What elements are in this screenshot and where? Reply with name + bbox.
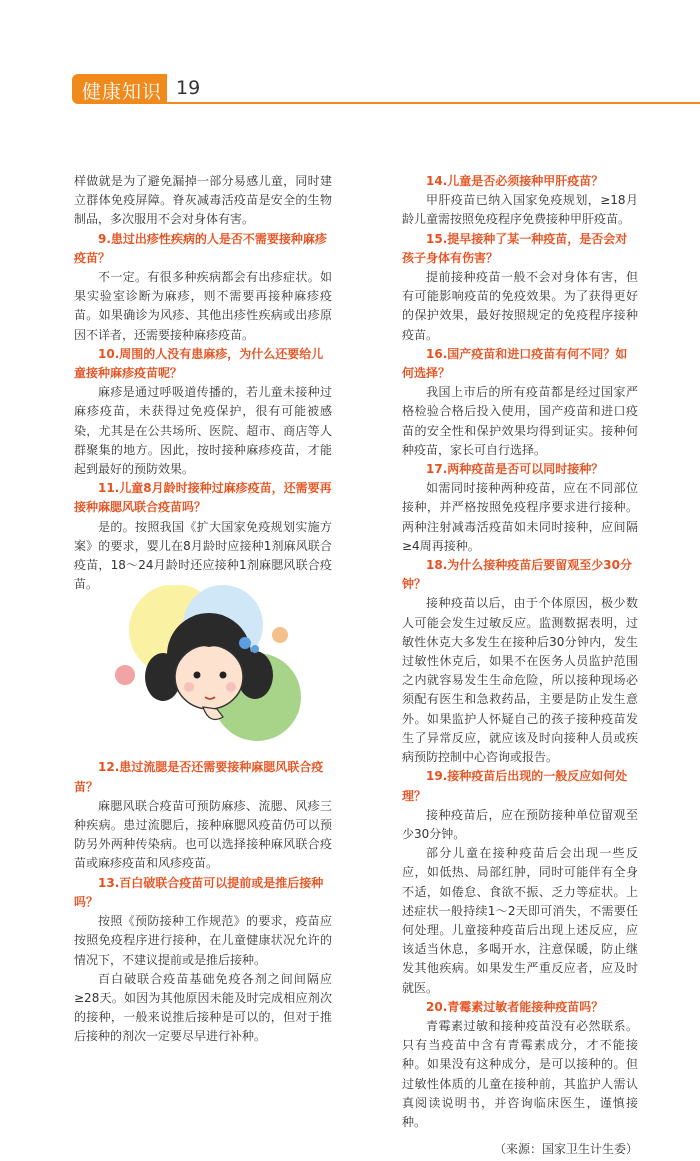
question-18-title: 18.为什么接种疫苗后要留观至少30分钟？ — [402, 558, 632, 592]
answer-17: 如需同时接种两种疫苗，应在不同部位接种，并严格按照免疫程序要求进行接种。两种注射减毒活疫苗如未同时接种，应间隔≥4周再接种。 — [402, 481, 638, 553]
source-note: （来源：国家卫生计生委） — [493, 1142, 638, 1157]
question-19-title: 19.接种疫苗后出现的一般反应如何处理？ — [402, 769, 628, 803]
question-12-title: 12.患过流腮是否还需要接种麻腮风联合疫苗？ — [74, 760, 324, 794]
header-rule — [167, 102, 700, 104]
section-tab — [72, 74, 167, 104]
question-14-title: 14.儿童是否必须接种甲肝疫苗？ — [426, 174, 604, 188]
question-15-title: 15.提早接种了某一种疫苗，是否会对孩子身体有伤害？ — [402, 231, 628, 265]
answer-13-part-2: 百白破联合疫苗基础免疫各剂之间间隔应≥28天。如因为其他原因未能及时完成相应剂次的接种，一般来说推后接种是可以的，但对于推后接种的剂次一定要尽早进行补种。 — [74, 971, 332, 1044]
question-13-title: 13.百白破联合疫苗可以提前或是推后接种吗？ — [74, 875, 324, 909]
answer-11: 是的。按照我国《扩大国家免疫规划实施方案》的要求，婴儿在8月龄时应接种1剂麻风联合疫苗，18～24月龄时还应接种1剂麻腮风联合疫苗。 — [74, 519, 332, 592]
answer-13-part-1: 按照《预防接种工作规范》的要求，疫苗应按照免疫程序进行接种，在儿童健康状况允许的情况下，不建议提前或是推后接种。 — [74, 914, 332, 967]
question-16-title: 16.国产疫苗和进口疫苗有何不同？如何选择？ — [402, 346, 628, 381]
answer-9: 不一定。有很多种疾病都会有出疹症状。如果实验室诊断为麻疹，则不需要再接种麻疹疫苗。如果确诊为风疹、其他出疹性疾病或出疹原因不详者，还需要接种麻疹疫苗。 — [74, 270, 332, 342]
orange-circle — [272, 627, 288, 643]
answer-16: 我国上市后的所有疫苗都是经过国家严格检验合格后投入使用，国产疫苗和进口疫苗的安全性和保护效果均得到证实。接种何种疫苗，家长可自行选择。 — [402, 385, 638, 457]
girl-illustration — [105, 585, 325, 745]
answer-19-part-2: 部分儿童在接种疫苗后会出现一些反应，如低热、局部红肿，同时可能伴有全身不适，如倦怠、食欲不振、乏力等症状。上述症状一般持续1～2天即可消失，不需要任何处理。儿童接种疫苗后出现上述反应，应该适当休息，多喝开水，注意保暖，防止继发其他疾病。如果发生严重反应者，应及时就医。 — [402, 846, 638, 995]
answer-12: 麻腮风联合疫苗可预防麻疹、流腮、风疹三种疾病。患过流腮后，接种麻腮风疫苗仍可以预防另外两种传染病。也可以选择接种麻风联合疫苗或麻疹疫苗和风疹疫苗。 — [74, 798, 332, 871]
answer-18: 接种疫苗以后，由于个体原因，极少数人可能会发生过敏反应。监测数据表明，过敏性休克大多发生在接种后30分钟内，发生过敏性休克后，如果不在医务人员监护范围之内就容易发生生命危险，所以接种现场必须配有医生和急救药品，主要是防止发生意外。如果监护人怀疑自己的孩子接种疫苗发生了异常反应，就应该及时向接种人员或疾病预防控制中心咨询或报告。 — [402, 596, 638, 765]
question-20-title: 20.青霉素过敏者能接种疫苗吗？ — [426, 999, 604, 1014]
answer-15: 提前接种疫苗一般不会对身体有害，但有可能影响疫苗的免疫效果。为了获得更好的保护效果，最好按照规定的免疫程序接种疫苗。 — [402, 270, 638, 342]
intro-paragraph: 样做就是为了避免漏掉一部分易感儿童，同时建立群体免疫屏障。脊灰减毒活疫苗是安全的生物制品，多次服用不会对身体有害。 — [74, 174, 332, 227]
right-column — [402, 172, 638, 1159]
question-11-title: 11.儿童8月龄时接种过麻疹疫苗，还需要再接种麻腮风联合疫苗吗？ — [74, 481, 332, 515]
section-title: 健康知识 — [82, 81, 163, 103]
page-number: 19 — [176, 77, 201, 99]
question-10-title: 10.周围的人没有患麻疹，为什么还要给儿童接种麻疹疫苗呢？ — [74, 346, 324, 381]
answer-14: 甲肝疫苗已纳入国家免疫规划，≥18月龄儿童需按照免疫程序免费接种甲肝疫苗。 — [402, 193, 638, 227]
answer-20: 青霉素过敏和接种疫苗没有必然联系。只有当疫苗中含有青霉素成分，才不能接种。如果没有这种成分，是可以接种的。但过敏性体质的儿童在接种前，其监护人需认真阅读说明书，并咨询临床医生，谨慎接种。 — [402, 1018, 638, 1129]
pink-circle — [115, 665, 135, 685]
question-17-title: 17.两种疫苗是否可以同时接种？ — [426, 462, 604, 477]
question-9-title: 9.患过出疹性疾病的人是否不需要接种麻疹疫苗？ — [74, 231, 327, 265]
answer-19-part-1: 接种疫苗后，应在预防接种单位留观至少30分钟。 — [402, 807, 638, 841]
answer-10: 麻疹是通过呼吸道传播的，若儿童未接种过麻疹疫苗，未获得过免疫保护，很有可能被感染，尤其是在公共场所、医院、超市、商店等人群聚集的地方。因此，按时接种麻疹疫苗，才能起到最好的预防效果。 — [74, 385, 332, 477]
